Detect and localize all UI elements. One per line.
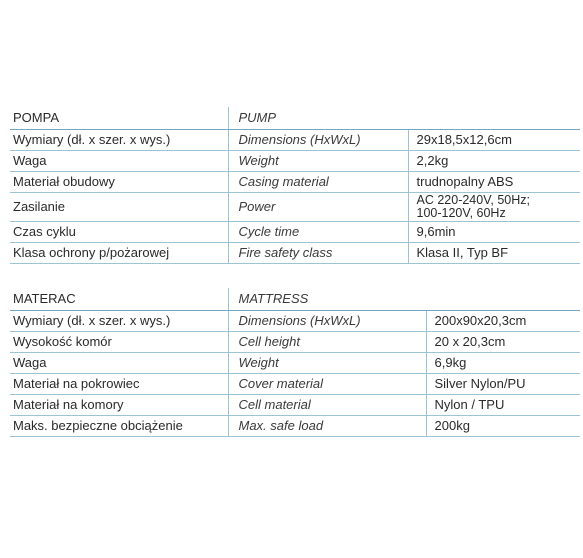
table-row	[10, 395, 580, 416]
row-label-pl: Klasa ochrony p/pożarowej	[10, 243, 228, 264]
row-value: 2,2kg	[408, 151, 580, 172]
table-row	[10, 311, 580, 332]
pump-header-en: PUMP	[228, 107, 408, 130]
row-label-pl: Czas cyklu	[10, 222, 228, 243]
table-row	[10, 332, 580, 353]
table-row	[10, 130, 580, 151]
row-value: 200x90x20,3cm	[426, 311, 580, 332]
row-label-pl: Wymiary (dł. x szer. x wys.)	[10, 130, 228, 151]
row-label-pl: Wysokość komór	[10, 332, 228, 353]
row-label-en: Cell height	[228, 332, 426, 353]
row-label-en: Weight	[228, 151, 408, 172]
row-label-en: Power	[228, 193, 408, 222]
pump-spec-table	[10, 107, 580, 264]
row-label-pl: Materiał obudowy	[10, 172, 228, 193]
table-row	[10, 193, 580, 222]
row-label-en: Cell material	[228, 395, 426, 416]
row-label-en: Casing material	[228, 172, 408, 193]
table-row	[10, 374, 580, 395]
row-value: 6,9kg	[426, 353, 580, 374]
table-row	[10, 243, 580, 264]
power-value-line-2: 100-120V, 60Hz	[416, 206, 506, 220]
row-value: Silver Nylon/PU	[426, 374, 580, 395]
mattress-header-value	[426, 288, 580, 311]
table-row	[10, 172, 580, 193]
mattress-spec-table	[10, 288, 580, 437]
row-label-pl: Maks. bezpieczne obciążenie	[10, 416, 228, 437]
row-value: 20 x 20,3cm	[426, 332, 580, 353]
table-row	[10, 416, 580, 437]
row-label-pl: Materiał na pokrowiec	[10, 374, 228, 395]
row-label-pl: Waga	[10, 353, 228, 374]
row-value: Klasa II, Typ BF	[408, 243, 580, 264]
pump-header-row	[10, 107, 580, 130]
table-row	[10, 151, 580, 172]
mattress-header-pl: MATERAC	[10, 288, 228, 311]
mattress-header-en: MATTRESS	[228, 288, 426, 311]
power-value-line-1: AC 220-240V, 50Hz;	[416, 193, 531, 207]
row-value: 200kg	[426, 416, 580, 437]
row-label-en: Max. safe load	[228, 416, 426, 437]
row-value: trudnopalny ABS	[408, 172, 580, 193]
table-row	[10, 353, 580, 374]
pump-header-value	[408, 107, 580, 130]
row-label-pl: Waga	[10, 151, 228, 172]
row-value: Nylon / TPU	[426, 395, 580, 416]
row-label-pl: Materiał na komory	[10, 395, 228, 416]
row-value: 29x18,5x12,6cm	[408, 130, 580, 151]
row-label-en: Dimensions (HxWxL)	[228, 130, 408, 151]
row-label-en: Weight	[228, 353, 426, 374]
pump-header-pl: POMPA	[10, 107, 228, 130]
row-value: 9,6min	[408, 222, 580, 243]
row-label-en: Fire safety class	[228, 243, 408, 264]
row-value	[408, 193, 580, 222]
row-label-en: Cycle time	[228, 222, 408, 243]
row-label-en: Dimensions (HxWxL)	[228, 311, 426, 332]
row-label-pl: Zasilanie	[10, 193, 228, 222]
table-row	[10, 222, 580, 243]
mattress-header-row	[10, 288, 580, 311]
row-label-pl: Wymiary (dł. x szer. x wys.)	[10, 311, 228, 332]
row-label-en: Cover material	[228, 374, 426, 395]
